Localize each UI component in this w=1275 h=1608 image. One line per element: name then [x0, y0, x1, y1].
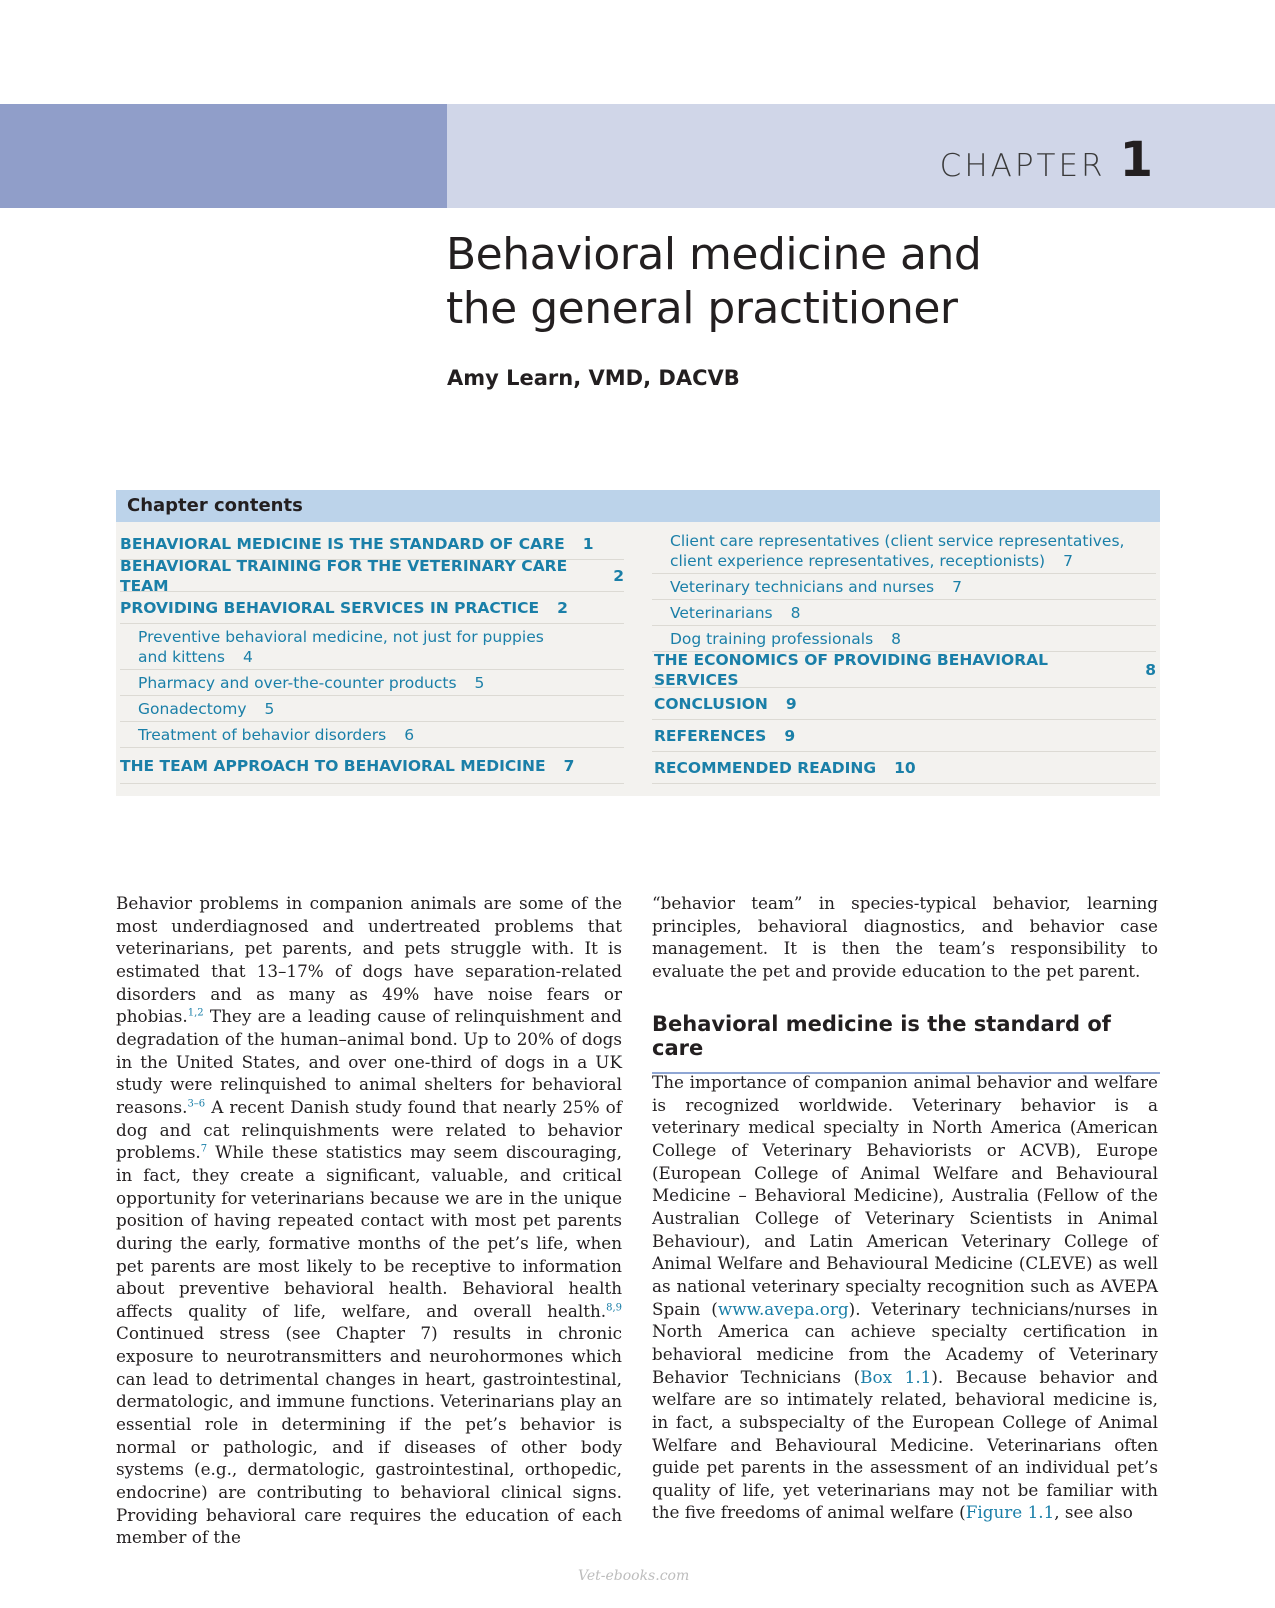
body-text: Behavior problems in companion animals are some of the most underdiagnosed and undertreated problems that veterinarians, pet parents, and pets struggle with. It is estimated that 13–17% of dogs have separation-related disorders and as many as 49% have noise fears or phobias. — [116, 893, 622, 1027]
chapter-word: CHAPTER — [939, 148, 1106, 184]
body-text: , see also — [1054, 1502, 1133, 1523]
toc-link-veterinarians[interactable] — [652, 600, 1156, 626]
toc-label: CONCLUSION — [654, 694, 768, 713]
figure-1-1-link[interactable]: Figure 1.1 — [965, 1502, 1055, 1523]
body-text: Continued stress (see Chapter 7) results in chronic exposure to neurotransmitters and neurohormones which can lead to detrimental changes in heart, gastrointestinal, dermatologic, and immune functions. Veterinarians play an essential role in determining if the pet’s behavior is normal or pathologic, and if diseases of other body systems (e.g., dermatologic, gastrointestinal, orthopedic, endocrine) are contributing to behavioral clinical signs. Providing behavioral care requires the education of each member of the — [116, 1323, 622, 1548]
toc-label: Client care representatives (client service representatives, — [670, 531, 1125, 550]
toc-label: Dog training professionals — [670, 629, 874, 648]
toc-page: 7 — [952, 577, 962, 596]
toc-link-economics[interactable] — [652, 652, 1156, 688]
toc-label: PROVIDING BEHAVIORAL SERVICES IN PRACTICE — [120, 598, 540, 617]
toc-link-providing-services[interactable] — [120, 592, 624, 624]
section-heading: Behavioral medicine is the standard of care — [652, 1012, 1160, 1074]
body-paragraph-right — [652, 1071, 1158, 1524]
chapter-contents-box — [116, 490, 1160, 796]
body-text: The importance of companion animal behavior and welfare is recognized worldwide. Veterinary behavior is a veterinary medical specialty in North America (American College of Veterinary Behaviorists or ACVB), Europe (European College of Animal Welfare and Behavioural Medicine – Behavioral Medicine), Australia (Fellow of the Australian College of Veterinary Scientists in Animal Behaviour), and Latin American Veterinary College of Animal Welfare and Behavioural Medicine (CLEVE) as well as national veterinary specialty recognition such as AVEPA Spain ( — [652, 1072, 1158, 1319]
toc-label-wrap — [138, 627, 544, 667]
toc-page: 10 — [894, 758, 916, 777]
citation-ref[interactable]: 7 — [200, 1143, 208, 1155]
header-band-left — [0, 104, 447, 208]
chapter-title — [446, 228, 1146, 336]
citation-ref[interactable]: 3–6 — [187, 1098, 206, 1110]
body-paragraph-left — [116, 892, 622, 1549]
toc-page: 9 — [784, 726, 796, 745]
toc-label: THE ECONOMICS OF PROVIDING BEHAVIORAL SERVICES — [654, 650, 1049, 689]
toc-page: 5 — [474, 673, 485, 692]
toc-page: 8 — [1145, 660, 1156, 679]
toc-label: Treatment of behavior disorders — [138, 725, 387, 744]
toc-label: Gonadectomy — [138, 699, 247, 718]
toc-page: 2 — [557, 598, 568, 617]
contents-right-column — [652, 528, 1156, 784]
body-text: ). Because behavior and welfare are so intimately related, behavioral medicine is, in fact, a subspecialty of the European College of Animal Welfare and Behavioural Medicine. Veterinarians often guide pet parents in the assessment of an individual pet’s quality of life, yet veterinarians may not be familiar with the five freedoms of animal welfare ( — [652, 1366, 1158, 1523]
citation-ref[interactable]: 8,9 — [606, 1302, 622, 1314]
toc-page: 9 — [785, 694, 797, 713]
toc-label: BEHAVIORAL MEDICINE IS THE STANDARD OF CARE — [120, 534, 565, 553]
toc-label: Veterinary technicians and nurses — [670, 577, 935, 596]
author-name: Amy Learn, VMD, DACVB — [447, 366, 740, 390]
toc-page: 7 — [563, 756, 575, 775]
chapter-title-line2: the general practitioner — [446, 283, 958, 334]
toc-link-technicians[interactable] — [652, 574, 1156, 600]
box-1-1-link[interactable]: Box 1.1 — [860, 1366, 932, 1387]
toc-link-recommended-reading[interactable] — [652, 752, 1156, 784]
toc-label: Preventive behavioral medicine, not just for puppies — [138, 627, 544, 646]
toc-page: 7 — [1063, 551, 1073, 570]
toc-link-gonadectomy[interactable] — [120, 696, 624, 722]
avepa-link[interactable]: www.avepa.org — [717, 1298, 849, 1319]
toc-link-team-approach[interactable] — [120, 748, 624, 784]
body-paragraph-right-top: “behavior team” in species-typical behavior, learning principles, behavioral diagnostics, and behavior case management. It is then the team’s responsibility to evaluate the pet and provide education to the pet parent. — [652, 893, 1158, 981]
contents-heading: Chapter contents — [116, 490, 1160, 522]
toc-page: 8 — [891, 629, 902, 648]
toc-label: Pharmacy and over-the-counter products — [138, 673, 457, 692]
contents-left-column — [120, 528, 624, 784]
citation-ref[interactable]: 1,2 — [187, 1007, 204, 1019]
toc-label: REFERENCES — [654, 726, 767, 745]
toc-page: 5 — [264, 699, 275, 718]
toc-link-treatment[interactable] — [120, 722, 624, 748]
watermark-logo: Vet-ebooks.com — [578, 1568, 690, 1584]
toc-link-references[interactable] — [652, 720, 1156, 752]
toc-label: THE TEAM APPROACH TO BEHAVIORAL MEDICINE — [120, 756, 546, 775]
toc-label: BEHAVIORAL TRAINING FOR THE VETERINARY CARE TEAM — [120, 556, 568, 595]
chapter-number: 1 — [1119, 132, 1153, 188]
toc-link-dog-trainers[interactable] — [652, 626, 1156, 652]
toc-label-wrap — [670, 531, 1124, 571]
toc-label: and kittens — [138, 647, 225, 666]
toc-label: Veterinarians — [670, 603, 773, 622]
body-text: They are a leading cause of relinquishment and degradation of the human–animal bond. Up to 20% of dogs in the United States, and over one-third of dogs in a UK study were relinquished to animal shelters for behavioral reasons. — [116, 1006, 622, 1117]
chapter-label — [939, 132, 1153, 188]
toc-link-preventive-medicine[interactable] — [120, 624, 624, 670]
toc-page: 2 — [613, 566, 624, 585]
toc-link-behavioral-training[interactable] — [120, 556, 624, 595]
toc-label: RECOMMENDED READING — [654, 758, 877, 777]
body-text: While these statistics may seem discouraging, in fact, they create a significant, valuable, and critical opportunity for veterinarians because we are in the unique position of having repeated contact with most pet parents during the early, formative months of the pet’s life, when pet parents are most likely to be receptive to information about preventive behavioral health. Behavioral health affects quality of life, welfare, and overall health. — [116, 1142, 622, 1321]
toc-link-client-care[interactable] — [652, 528, 1156, 574]
toc-label: client experience representatives, receptionists) — [670, 551, 1046, 570]
toc-page: 6 — [404, 725, 415, 744]
toc-page: 8 — [790, 603, 801, 622]
toc-link-conclusion[interactable] — [652, 688, 1156, 720]
chapter-title-line1: Behavioral medicine and — [446, 229, 982, 280]
toc-link-pharmacy[interactable] — [120, 670, 624, 696]
body-text: A recent Danish study found that nearly 25% of dog and cat relinquishments were related to behavior problems. — [116, 1096, 622, 1163]
body-text: ). Veterinary technicians/nurses in North America can achieve specialty certification in behavioral medicine from the Academy of Veterinary Behavior Technicians ( — [652, 1298, 1158, 1387]
toc-page: 4 — [242, 647, 253, 666]
toc-page: 1 — [582, 534, 594, 553]
